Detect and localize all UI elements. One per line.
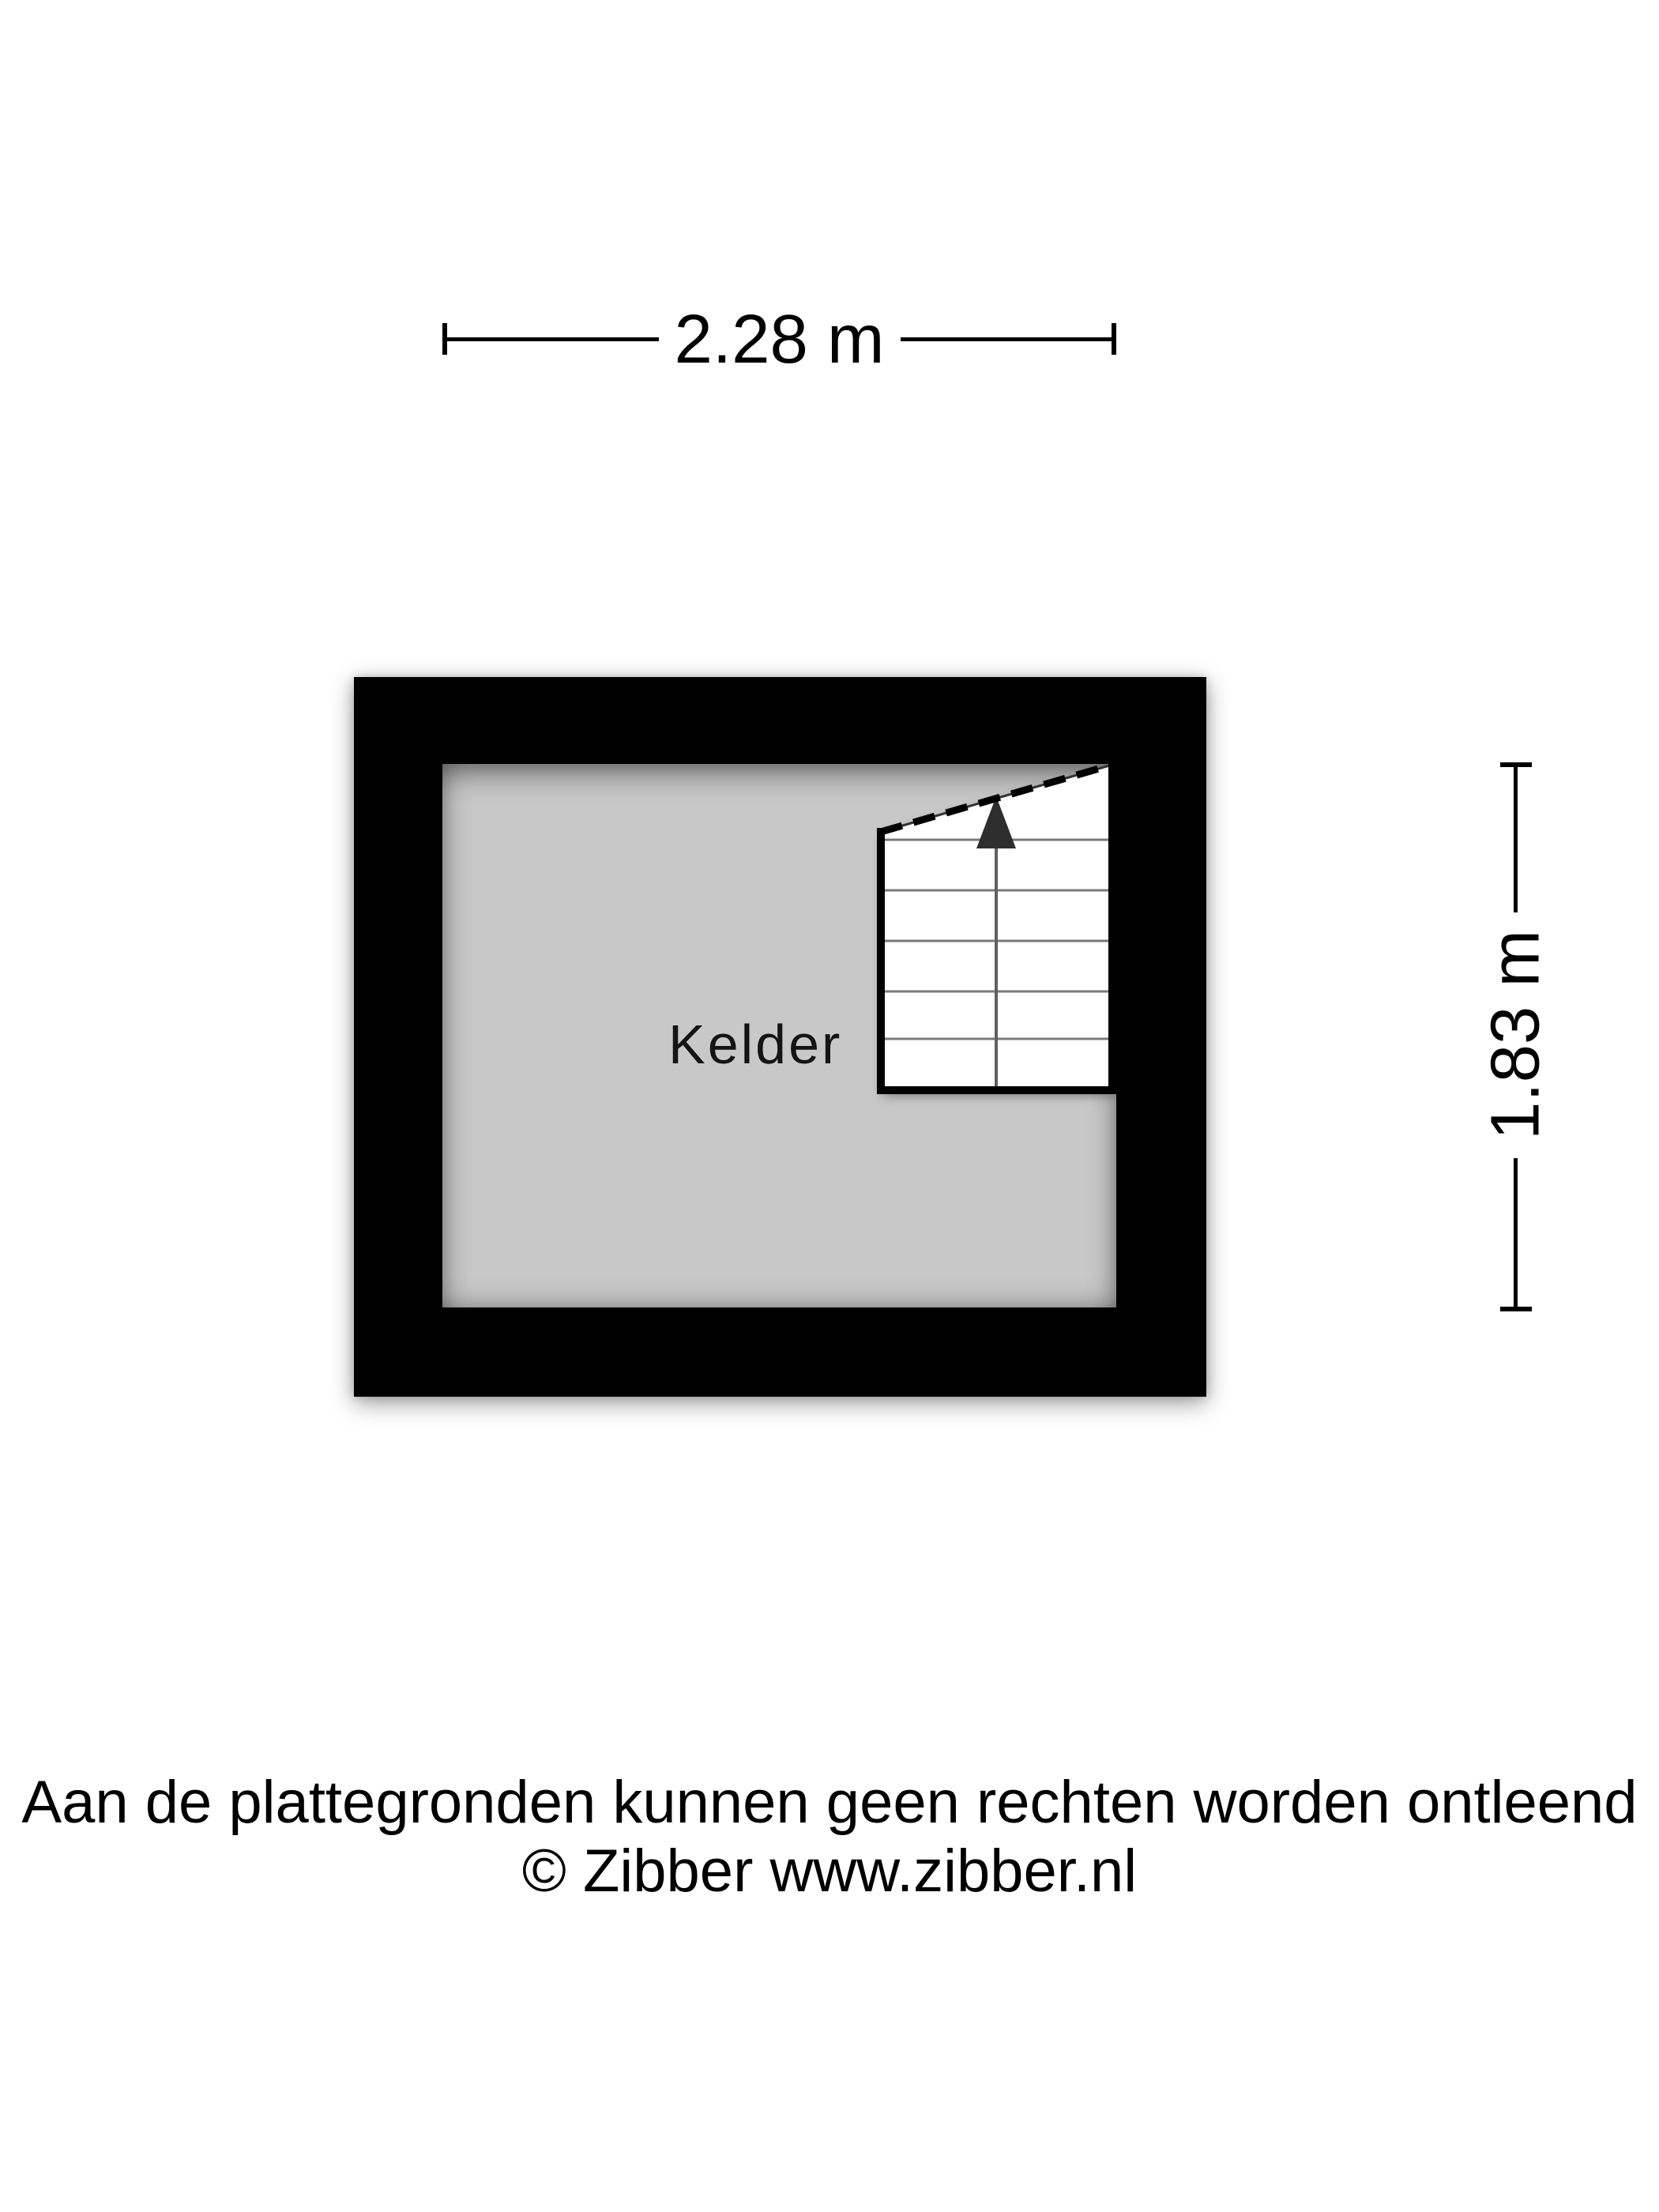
staircase: [873, 758, 1119, 1097]
dimension-tick: [1500, 1307, 1532, 1311]
dimension-line: [901, 337, 1112, 341]
dimension-line: [1514, 765, 1518, 912]
dimension-right-label: 1.83 m: [1477, 930, 1554, 1140]
copyright-text: © Zibber www.zibber.nl: [521, 1838, 1138, 1905]
room-label: Kelder: [668, 1014, 843, 1075]
dimension-top-label: 2.28 m: [674, 300, 885, 378]
disclaimer-text: Aan de plattegronden kunnen geen rechten worden ontleend: [21, 1769, 1638, 1836]
footer: [0, 1768, 1659, 1906]
dimension-line: [1514, 1158, 1518, 1309]
dimension-tick: [1112, 323, 1116, 355]
dimension-top: [442, 300, 1116, 378]
dimension-line: [447, 337, 659, 341]
